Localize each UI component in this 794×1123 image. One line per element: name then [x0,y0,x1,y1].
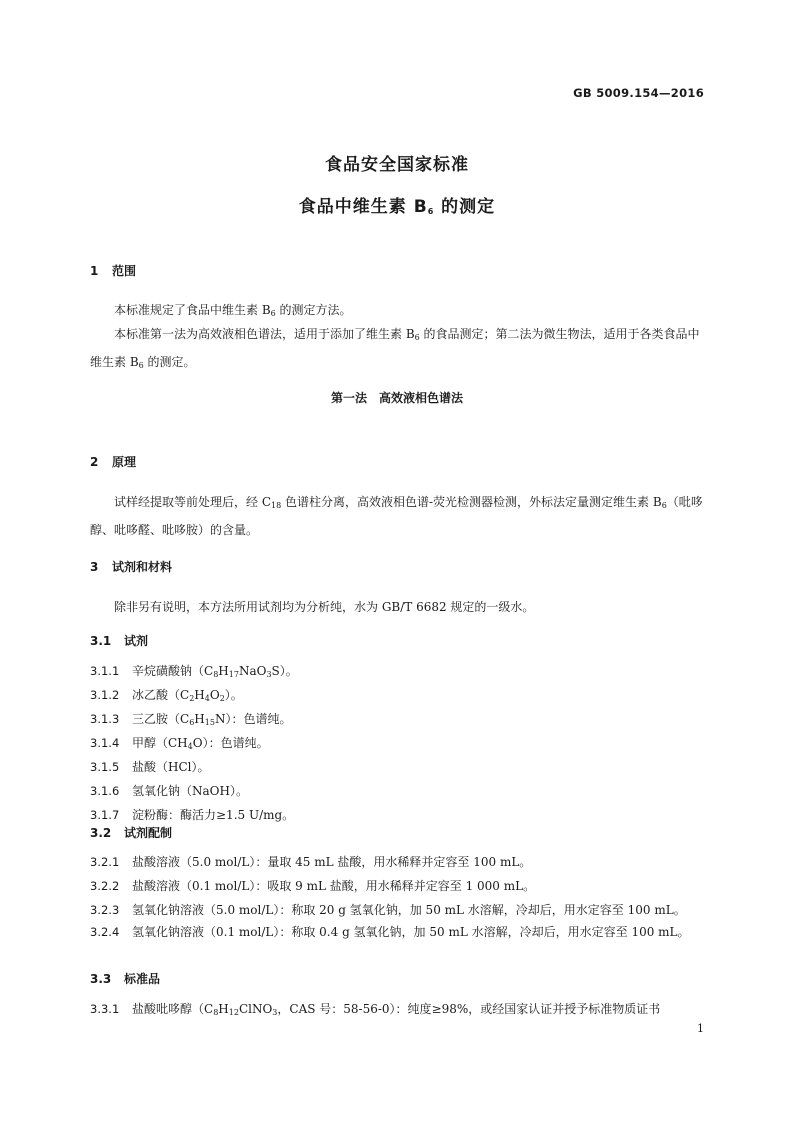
document-subtitle [0,192,794,217]
section-2-paragraph [90,490,706,542]
item-number: 3.2.3 [90,903,120,917]
reagent-prep-item [90,877,535,894]
section-number: 3 [90,560,99,574]
reagent-item [90,782,248,799]
item-number: 3.1.2 [90,688,120,702]
item-text: 氢氧化钠溶液（5.0 mol/L）：称取 20 g 氢氧化钠，加 50 mL 水溶解，冷却后，用水定容至 100 mL。 [132,903,686,917]
subtitle-subscript: 6 [427,207,435,216]
reagent-prep-item [90,920,706,944]
section-title: 范围 [112,264,137,278]
text: ，CAS 号：58-56-0）：纯度≥98%，或经国家认证并授予标准物质证书 [277,1002,661,1016]
subsection-number: 3.3 [90,972,112,986]
item-text: 氢氧化钠溶液（0.1 mol/L）：称取 0.4 g 氢氧化钠，加 50 mL 水溶解，冷却后，用水定容至 100 mL。 [132,925,690,939]
subsection-title: 试剂配制 [124,826,173,840]
subscript: 15 [204,718,215,727]
subscript: 18 [271,501,282,510]
subscript: 8 [213,670,219,679]
item-number: 3.1.1 [90,664,120,678]
subscript: 6 [661,501,667,510]
subscript: 3 [272,1008,278,1017]
reagent-item [90,758,210,775]
text: 辛烷磺酸钠（C [132,664,214,678]
subscript: 8 [213,1008,219,1017]
text: S）。 [271,664,298,678]
subscript: 6 [189,718,195,727]
text: 本标准规定了食品中维生素 B [114,303,271,317]
text: 的测定方法。 [275,303,352,317]
text: NaO [238,664,267,678]
subtitle-text-b: 的测定 [434,197,496,217]
text: 氢氧化钠（NaOH）。 [132,784,248,798]
text: 盐酸（HCl）。 [132,760,210,774]
standard-item-3-3-1 [90,1000,660,1017]
subscript: 3 [266,670,272,679]
text: 三乙胺（C [132,712,190,726]
text: 淀粉酶：酶活力≥1.5 U/mg。 [132,808,295,822]
subscript: 12 [228,1008,239,1017]
subscript: 2 [189,694,195,703]
reagent-item [90,662,298,679]
text: H [194,688,205,702]
subsection-number: 3.1 [90,634,112,648]
text: O [192,736,203,750]
subsection-3-1-heading [90,632,148,649]
text: N [214,712,226,726]
reagent-prep-item [90,901,686,918]
section-number: 2 [90,455,99,469]
reagent-prep-item [90,853,531,870]
section-title: 原理 [112,455,137,469]
text: ）。 [224,688,243,702]
text: ClNO [238,1002,273,1016]
subscript: 6 [270,309,276,318]
text: H [218,664,229,678]
section-2-heading [90,453,136,470]
text: 冰乙酸（C [132,688,190,702]
subscript: 2 [219,694,225,703]
text: （吡哆醇、吡哆醛、吡哆胺）的含量。 [90,495,703,537]
item-number: 3.1.3 [90,712,120,726]
item-text: 盐酸溶液（0.1 mol/L）：吸取 9 mL 盐酸，用水稀释并定容至 1 000 mL。 [132,879,536,893]
item-number: 3.2.1 [90,855,120,869]
standard-number: GB 5009.154—2016 [573,86,704,100]
section-3-paragraph: 除非另有说明，本方法所用试剂均为分析纯，水为 GB/T 6682 规定的一级水。 [114,600,535,614]
text: 本标准第一法为高效液相色谱法，适用于添加了维生素 B [114,327,415,341]
subsection-3-3-heading [90,970,160,987]
text: O [209,688,220,702]
text: 甲醇（CH [132,736,188,750]
subscript: 6 [414,333,420,342]
section-3-heading [90,558,172,575]
method-1-heading: 第一法 高效液相色谱法 [330,391,463,405]
reagent-item [90,686,243,703]
item-number: 3.1.6 [90,784,120,798]
item-number: 3.1.7 [90,808,120,822]
section-number: 1 [90,264,99,278]
text: 的食品测定；第二法为微生物法，适用于各类食品中维生素 B [90,327,700,369]
reagent-item [90,710,291,727]
text: H [218,1002,229,1016]
item-number: 3.1.4 [90,736,120,750]
page-number: 1 [697,1022,704,1035]
item-number: 3.2.4 [90,925,120,939]
subsection-title: 标准品 [124,972,161,986]
subsection-3-2-heading [90,824,172,841]
text: H [194,712,205,726]
text: ）：色谱纯。 [202,736,269,750]
item-number: 3.3.1 [90,1002,120,1016]
subsection-title: 试剂 [124,634,149,648]
item-text: 盐酸溶液（5.0 mol/L）：量取 45 mL 盐酸，用水稀释并定容至 100 mL。 [132,855,532,869]
subsection-number: 3.2 [90,826,112,840]
text: 的测定。 [143,355,196,369]
subscript: 6 [138,361,144,370]
text: 色谱柱分离，高效液相色谱-荧光检测器检测，外标法定量测定维生素 B [281,495,662,509]
section-1-heading [90,262,136,279]
item-number: 3.2.2 [90,879,120,893]
subscript: 4 [204,694,210,703]
reagent-item [90,734,269,751]
section-title: 试剂和材料 [112,560,173,574]
subscript: 17 [228,670,239,679]
text: ）：色谱纯。 [225,712,292,726]
subtitle-text-a: 食品中维生素 B [298,197,428,217]
section-1-paragraph-2 [90,322,706,378]
item-number: 3.1.5 [90,760,120,774]
text: 盐酸吡哆醇（C [132,1002,214,1016]
text: 试样经提取等前处理后，经 C [114,495,271,509]
reagent-item [90,806,294,823]
subscript: 4 [187,742,193,751]
document-title: 食品安全国家标准 [325,155,469,175]
